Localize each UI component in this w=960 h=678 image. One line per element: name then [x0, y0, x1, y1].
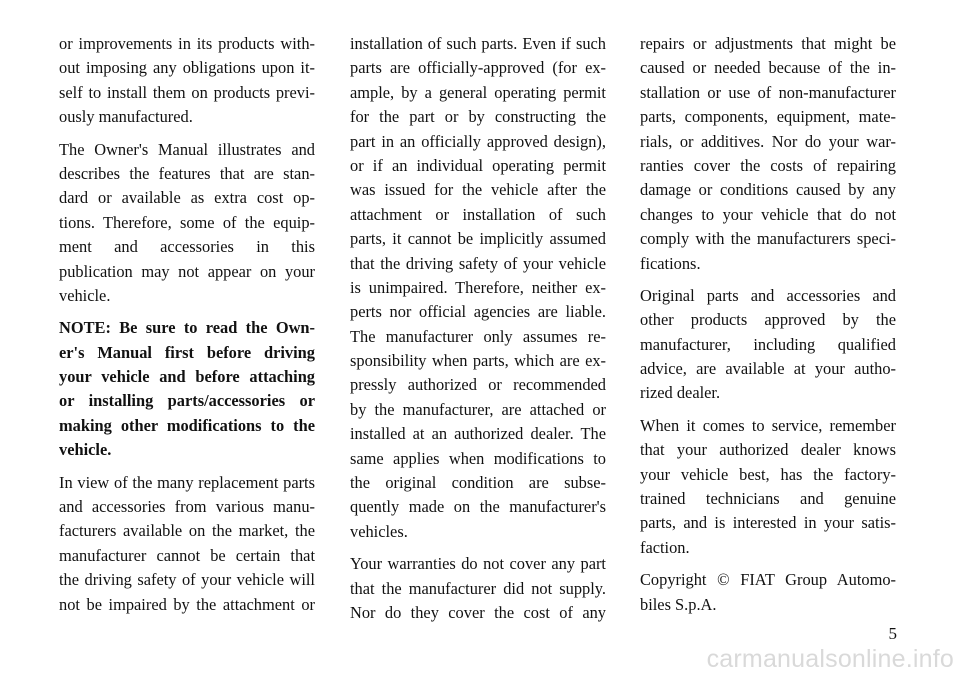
text-line: was issued for the vehicle after the: [350, 180, 606, 200]
note-paragraph: [59, 316, 315, 462]
text-line: your vehicle best, has the factory-: [640, 464, 896, 484]
text-line: faction.: [640, 537, 690, 557]
text-line: Original parts and accessories and: [640, 285, 896, 305]
text-line: Nor do they cover the cost of any: [350, 602, 606, 622]
text-line: When it comes to service, remember: [640, 415, 896, 435]
text-line: ample, by a general operating permit: [350, 82, 606, 102]
text-line: comply with the manufacturers speci-: [640, 229, 896, 249]
text-line: other products approved by the: [640, 310, 896, 330]
text-line: repairs or adjustments that might be: [640, 34, 896, 53]
body-paragraph: [59, 32, 315, 130]
body-paragraph: [350, 552, 606, 625]
body-paragraph: [640, 284, 896, 406]
text-line: making other modifications to the: [59, 415, 315, 435]
text-line: quently made on the manufacturer's: [350, 497, 606, 517]
text-line: parts, it cannot be implicitly assumed: [350, 229, 606, 249]
text-line: part in an officially approved design),: [350, 131, 606, 151]
text-line: perts nor official agencies are liable.: [350, 302, 606, 322]
text-line: In view of the many replacement parts: [59, 472, 315, 492]
text-line: the original condition are subse-: [350, 473, 606, 493]
text-line: attachment or installation of such: [350, 204, 606, 224]
text-line: that the manufacturer did not supply.: [350, 578, 606, 598]
text-line: pressly authorized or recommended: [350, 375, 606, 395]
text-line: sponsibility when parts, which are ex-: [350, 351, 606, 371]
text-line: dard or available as extra cost op-: [59, 188, 315, 208]
text-line: biles S.p.A.: [640, 594, 717, 614]
text-line: out imposing any obligations upon it-: [59, 58, 315, 78]
text-line: tions. Therefore, some of the equip-: [59, 212, 315, 232]
text-column-1: [59, 32, 315, 625]
body-paragraph: [350, 32, 606, 544]
text-line: or if an individual operating permit: [350, 155, 606, 175]
text-line: er's Manual first before driving: [59, 342, 315, 362]
text-line: self to install them on products previ-: [59, 82, 315, 102]
text-line: NOTE: Be sure to read the Own-: [59, 318, 315, 338]
text-line: parts, and is interested in your satis-: [640, 513, 896, 533]
text-line: advice, are available at your autho-: [640, 359, 896, 379]
text-line: and accessories from various manu-: [59, 497, 315, 517]
text-line: fications.: [640, 253, 701, 273]
text-column-2: [350, 32, 606, 633]
body-paragraph: [640, 414, 896, 560]
text-line: is unimpaired. Therefore, neither ex-: [350, 277, 606, 297]
body-paragraph: [59, 138, 315, 309]
text-line: same applies when modifications to: [350, 448, 606, 468]
text-line: ranties cover the costs of repairing: [640, 155, 896, 175]
text-line: ment and accessories in this: [59, 237, 315, 257]
text-line: Your warranties do not cover any part: [350, 554, 606, 574]
text-line: by the manufacturer, are attached or: [350, 399, 606, 419]
page-number: 5: [888, 624, 897, 643]
text-line: rized dealer.: [640, 383, 721, 403]
text-line: caused or needed because of the in-: [640, 58, 896, 78]
text-line: or improvements in its products with-: [59, 34, 315, 53]
text-line: The manufacturer only assumes re-: [350, 326, 606, 346]
text-line: your vehicle and before attaching: [59, 367, 315, 387]
body-paragraph: [59, 471, 315, 617]
text-line: for the part or by constructing the: [350, 107, 606, 127]
text-line: vehicle.: [59, 440, 112, 460]
text-line: rials, or additives. Nor do your war-: [640, 131, 896, 151]
text-line: or installing parts/accessories or: [59, 391, 315, 411]
text-line: publication may not appear on your: [59, 261, 315, 281]
text-line: that your authorized dealer knows: [640, 440, 896, 460]
text-line: stallation or use of non-manufacturer: [640, 82, 896, 102]
text-line: damage or conditions caused by any: [640, 180, 896, 200]
text-line: describes the features that are stan-: [59, 163, 315, 183]
text-line: parts are officially-approved (for ex-: [350, 58, 606, 78]
text-line: facturers available on the market, the: [59, 521, 315, 541]
body-paragraph: [640, 32, 896, 276]
text-line: installation of such parts. Even if such: [350, 34, 606, 53]
text-line: vehicles.: [350, 521, 408, 541]
text-line: ously manufactured.: [59, 107, 193, 127]
text-line: that the driving safety of your vehicle: [350, 253, 606, 273]
text-line: manufacturer cannot be certain that: [59, 545, 315, 565]
text-line: installed at an authorized dealer. The: [350, 424, 606, 444]
text-column-3: [640, 32, 896, 625]
text-line: parts, components, equipment, mate-: [640, 107, 896, 127]
text-line: Copyright © FIAT Group Automo-: [640, 570, 896, 590]
text-line: trained technicians and genuine: [640, 489, 896, 509]
watermark: carmanualsonline.info: [706, 645, 954, 673]
body-paragraph: [640, 568, 896, 617]
text-line: manufacturer, including qualified: [640, 334, 896, 354]
text-line: changes to your vehicle that do not: [640, 204, 896, 224]
text-line: vehicle.: [59, 285, 111, 305]
text-line: the driving safety of your vehicle will: [59, 570, 315, 590]
text-line: The Owner's Manual illustrates and: [59, 139, 315, 159]
text-line: not be impaired by the attachment or: [59, 594, 315, 614]
